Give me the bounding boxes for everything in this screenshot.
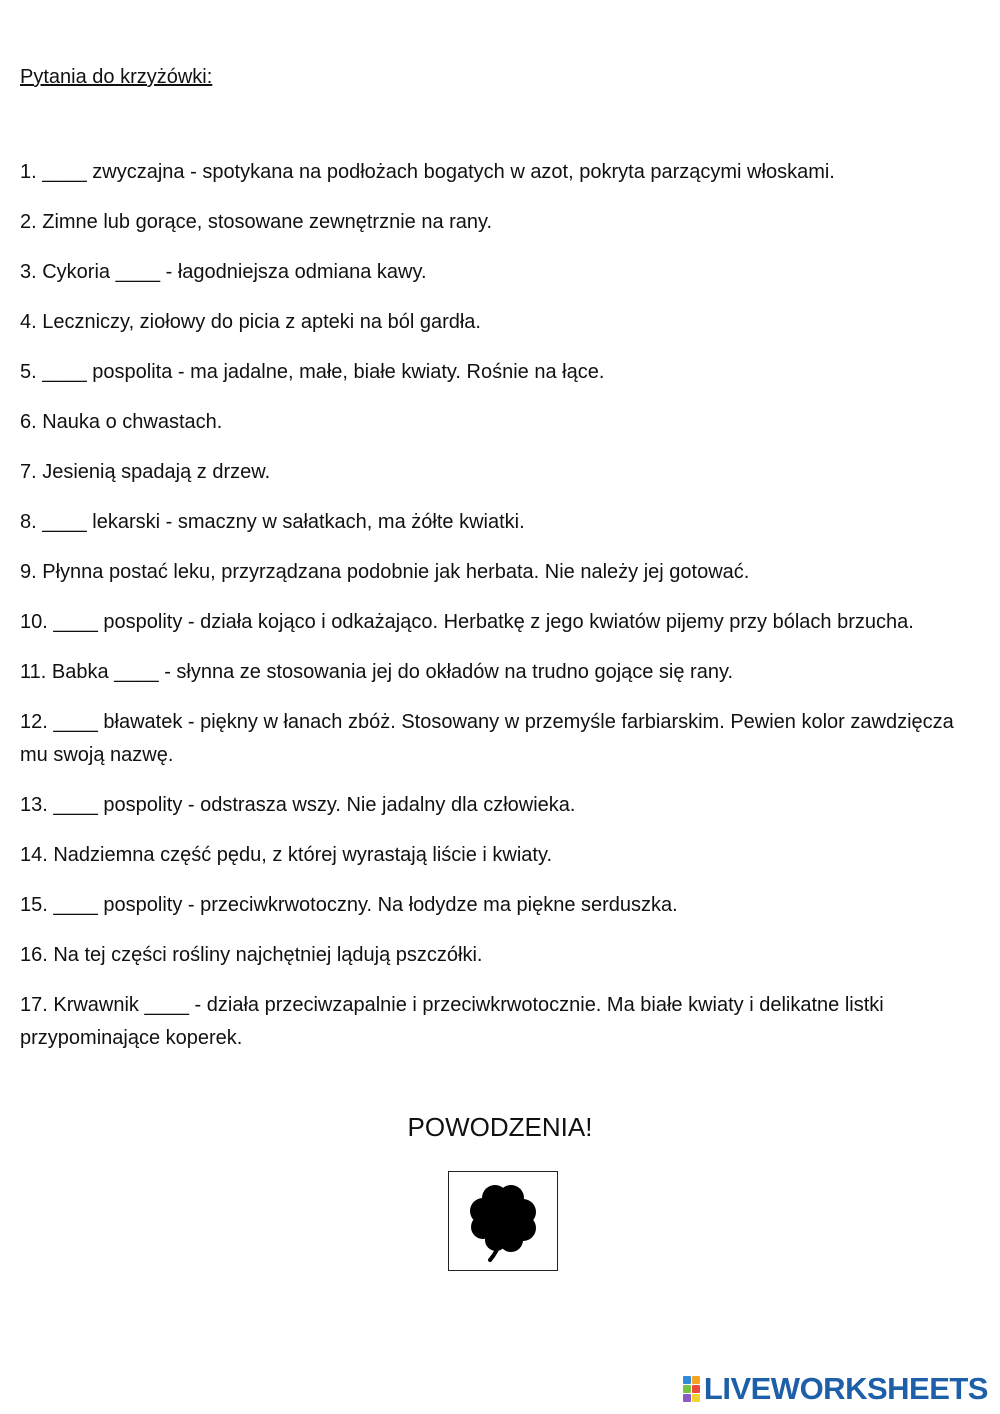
logo-mark-icon	[683, 1376, 700, 1402]
question-7: 7. Jesienią spadają z drzew.	[20, 461, 271, 483]
page-heading: Pytania do krzyżówki:	[20, 66, 213, 88]
four-leaf-clover-icon	[463, 1178, 543, 1264]
question-1: 1. ____ zwyczajna - spotykana na podłożach bogatych w azot, pokryta parzącymi włoskami.	[20, 161, 835, 183]
question-11: 11. Babka ____ - słynna ze stosowania jej do okładów na trudno gojące się rany.	[20, 661, 734, 683]
question-3: 3. Cykoria ____ - łagodniejsza odmiana kawy.	[20, 261, 427, 283]
question-10: 10. ____ pospolity - działa kojąco i odkażająco. Herbatkę z jego kwiatów pijemy przy bólach brzucha.	[20, 611, 914, 633]
question-14: 14. Nadziemna część pędu, z której wyrastają liście i kwiaty.	[20, 844, 553, 866]
question-5: 5. ____ pospolita - ma jadalne, małe, białe kwiaty. Rośnie na łące.	[20, 361, 605, 383]
question-12: 12. ____ bławatek - piękny w łanach zbóż. Stosowany w przemyśle farbiarskim. Pewien kolor zawdzięcza mu swoją nazwę.	[20, 711, 954, 766]
question-4: 4. Leczniczy, ziołowy do picia z apteki na ból gardła.	[20, 311, 481, 333]
question-6: 6. Nauka o chwastach.	[20, 411, 223, 433]
question-16: 16. Na tej części rośliny najchętniej lądują pszczółki.	[20, 944, 483, 966]
liveworksheets-logo	[683, 1372, 988, 1406]
question-9: 9. Płynna postać leku, przyrządzana podobnie jak herbata. Nie należy jej gotować.	[20, 561, 750, 583]
question-2: 2. Zimne lub gorące, stosowane zewnętrznie na rany.	[20, 211, 493, 233]
question-13: 13. ____ pospolity - odstrasza wszy. Nie jadalny dla człowieka.	[20, 794, 576, 816]
question-8: 8. ____ lekarski - smaczny w sałatkach, ma żółte kwiatki.	[20, 511, 525, 533]
brand-text: LIVEWORKSHEETS	[703, 1371, 988, 1406]
question-15: 15. ____ pospolity - przeciwkrwotoczny. Na łodydze ma piękne serduszka.	[20, 894, 678, 916]
question-17: 17. Krwawnik ____ - działa przeciwzapalnie i przeciwkrwotocznie. Ma białe kwiaty i delikatne listki przypominające koperek.	[20, 994, 884, 1049]
clover-frame	[448, 1171, 558, 1271]
good-luck-text: POWODZENIA!	[407, 1112, 593, 1142]
questions-list	[20, 156, 985, 1072]
